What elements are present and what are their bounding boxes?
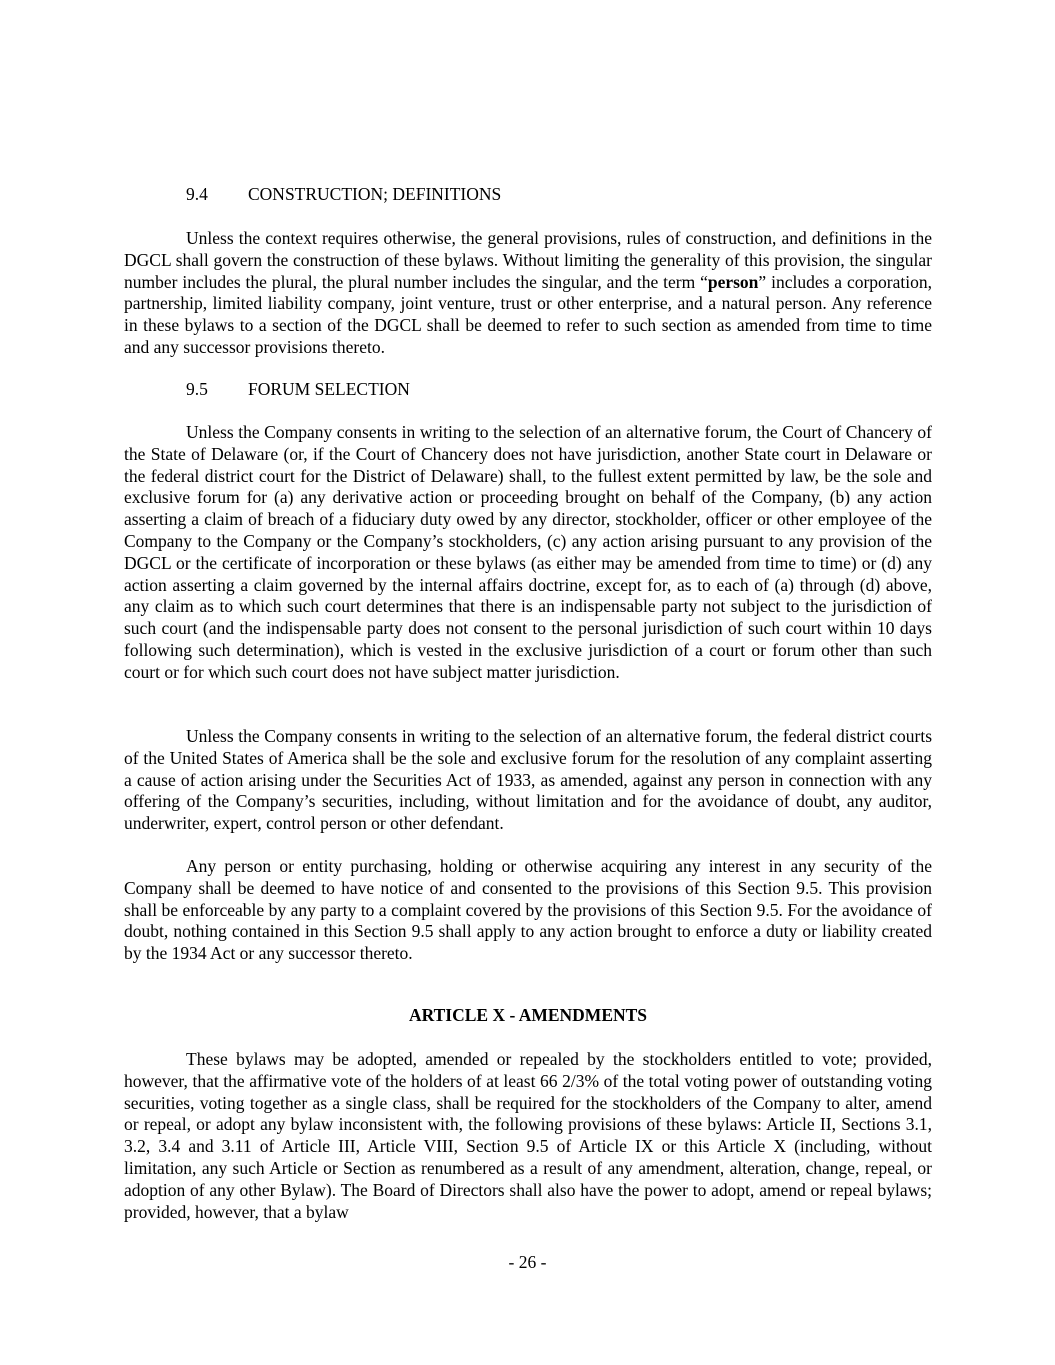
paragraph-text: Unless the context requires otherwise, the general provisions, rules of construction, and definitions in the DGCL shall govern the construction of these bylaws. Without limiting the generality of this provision, the singular number includes the plural, the plural number includes the singular, and the term “ bbox=[124, 228, 932, 292]
paragraph-text: ” includes a corporation, partnership, limited liability company, joint venture, trust or other enterprise, and a natural person. Any reference in these bylaws to a section of the DGCL shall be deemed to refer to such section as amended from time to time and any successor provisions thereto. bbox=[124, 271, 932, 357]
page-number: - 26 - bbox=[508, 1252, 547, 1272]
section-9-4-heading bbox=[186, 184, 501, 206]
section-9-5-heading bbox=[186, 379, 410, 401]
section-9-5-paragraph-2: Unless the Company consents in writing to the selection of an alternative forum, the federal district courts of the United States of America shall be the sole and exclusive forum for the resolution of any complaint asserting a cause of action arising under the Securities Act of 1933, as amended, against any person in connection with any offering of the Company’s securities, including, without limitation and for the avoidance of doubt, any auditor, underwriter, expert, control person or other defendant. bbox=[124, 726, 932, 834]
section-9-5-paragraph-1: Unless the Company consents in writing to the selection of an alternative forum, the Court of Chancery of the State of Delaware (or, if the Court of Chancery does not have jurisdiction, another State court in Delaware or the federal district court for the District of Delaware) shall, to the fullest extent permitted by law, be the sole and exclusive forum for (a) any derivative action or proceeding brought on behalf of the Company, (b) any action asserting a claim of breach of a fiduciary duty owed by any director, stockholder, officer or other employee of the Company to the Company or the Company’s stockholders, (c) any action arising pursuant to any provision of the DGCL or the certificate of incorporation or these bylaws (as either may be amended from time to time) or (d) any action asserting a claim governed by the internal affairs doctrine, except for, as to each of (a) through (d) above, any claim as to which such court determines that there is an indispensable party not subject to the jurisdiction of such court (and the indispensable party does not consent to the personal jurisdiction of such court within 10 days following such determination), which is vested in the exclusive jurisdiction of a court or forum other than such court or for which such court does not have subject matter jurisdiction. bbox=[124, 422, 932, 682]
section-title: CONSTRUCTION; DEFINITIONS bbox=[248, 184, 502, 204]
section-number: 9.4 bbox=[186, 184, 208, 204]
section-9-5-paragraph-3: Any person or entity purchasing, holding or otherwise acquiring any interest in any security of the Company shall be deemed to have notice of and consented to the provisions of this Section 9.5. This provision shall be enforceable by any party to a complaint covered by the provisions of this Section 9.5. For the avoidance of doubt, nothing contained in this Section 9.5 shall apply to any action brought to enforce a duty or liability created by the 1934 Act or any successor thereto. bbox=[124, 856, 932, 964]
defined-term: person bbox=[707, 271, 759, 292]
article-heading: ARTICLE X - AMENDMENTS bbox=[408, 1005, 648, 1025]
section-title: FORUM SELECTION bbox=[248, 379, 410, 399]
section-9-4-paragraph bbox=[124, 228, 932, 359]
article-paragraph: These bylaws may be adopted, amended or repealed by the stockholders entitled to vote; provided, however, that the affirmative vote of the holders of at least 66 2/3% of the total voting power of outstanding voting securities, voting together as a single class, shall be required for the stockholders of the Company to alter, amend or repeal, or adopt any bylaw inconsistent with, the following provisions of these bylaws: Article II, Sections 3.1, 3.2, 3.4 and 3.11 of Article III, Article VIII, Section 9.5 of Article IX or this Article X (including, without limitation, any such Article or Section as renumbered as a result of any amendment, alteration, change, repeal, or adoption of any other Bylaw). The Board of Directors shall also have the power to adopt, amend or repeal bylaws; provided, however, that a bylaw bbox=[124, 1049, 932, 1222]
section-number: 9.5 bbox=[186, 379, 208, 399]
